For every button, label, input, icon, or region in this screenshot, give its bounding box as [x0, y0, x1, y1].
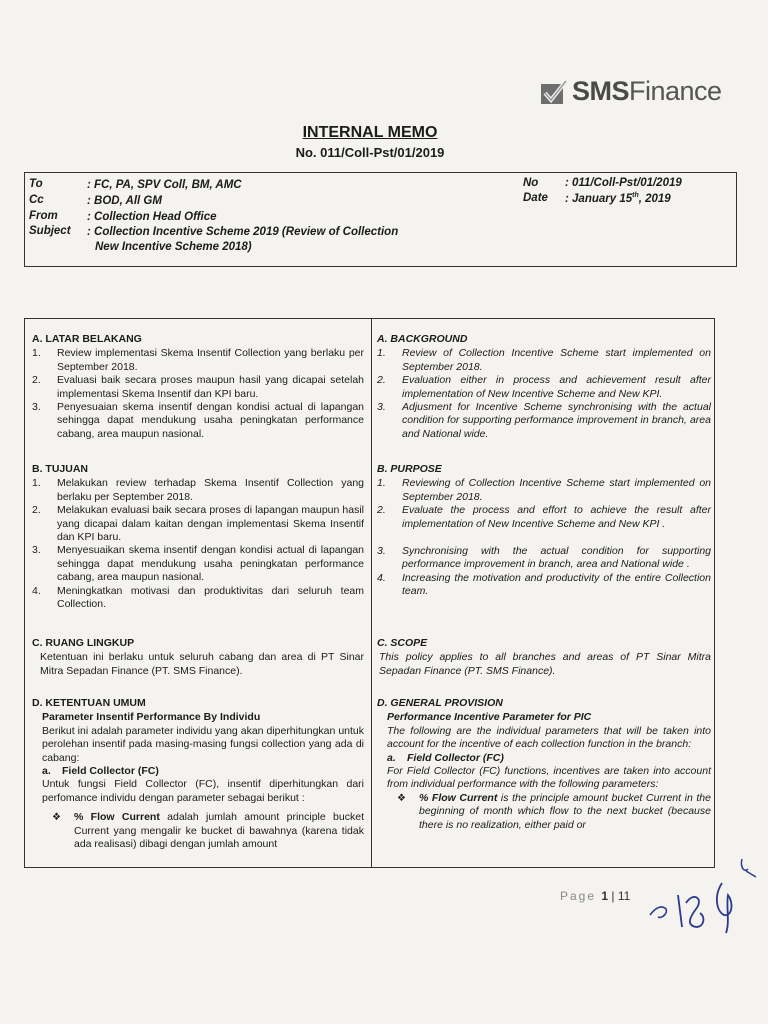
page-number [560, 889, 630, 903]
list-item: 3. Adjusment for Incentive Scheme synchronising with the actual condition for supporting performance improvement in branch, area and National wide. [377, 401, 711, 440]
list-item: 1. Melakukan review terhadap Skema Insentif Collection yang berlaku per September 2018. [32, 477, 364, 503]
date-row [523, 192, 671, 205]
from-label: From [29, 210, 58, 222]
section-title: B. TUJUAN [32, 463, 89, 475]
cc-label: Cc [29, 194, 44, 206]
section-background [377, 333, 711, 441]
list-item: 1. Reviewing of Collection Incentive Scheme start implemented on September 2018. [377, 477, 711, 503]
list-item: 1. Review of Collection Incentive Scheme start implemented on September 2018. [377, 347, 711, 373]
list-item: 2. Evaluation either in process and achievement result after implementation of New Incentive Scheme and New KPI. [377, 374, 711, 400]
no-value: : 011/Coll-Pst/01/2019 [565, 177, 682, 189]
memo-body-table [24, 318, 715, 868]
paragraph: Untuk fungsi Field Collector (FC), insentif diperhitungkan dari perfomance individu dengan parameter sebagai berikut : [42, 778, 364, 804]
logo-check-icon [540, 78, 568, 106]
paragraph: The following are the individual parameters that will be taken into account for the incentive of each collection function in the branch: [387, 724, 711, 751]
list-item: 2. Evaluate the process and effort to achieve the result after implementation of New Incentive Scheme and New KPI . [377, 504, 711, 530]
section-title: C. RUANG LINGKUP [32, 637, 135, 649]
memo-title: INTERNAL MEMO [302, 124, 438, 141]
no-label: No [523, 177, 539, 189]
memo-number: No. 011/Coll-Pst/01/2019 [295, 145, 445, 160]
section-latar-belakang [32, 333, 364, 441]
list-item: 4. Meningkatkan motivasi dan produktivitas dari seluruh team Collection. [32, 584, 364, 611]
subject-value-2: New Incentive Scheme 2018) [95, 241, 252, 253]
date-label: Date [523, 192, 548, 204]
diamond-bullet-icon: ❖ [52, 812, 61, 824]
logo-brand-light: Finance [629, 76, 722, 106]
date-value: : January 15 [565, 192, 633, 205]
section-ruang-lingkup [32, 637, 364, 678]
page-separator: | [608, 889, 618, 903]
list-item: 2. Evaluasi baik secara proses maupun hasil yang dicapai setelah implementasi Skema Insentif dan KPI baru. [32, 374, 364, 400]
column-divider [371, 319, 372, 867]
section-title: D. GENERAL PROVISION [377, 697, 503, 709]
subject-row [29, 225, 417, 255]
subsection-title: Performance Incentive Parameter for PIC [387, 711, 592, 724]
logo-brand-bold: SMS [572, 76, 630, 106]
to-label: To [29, 178, 43, 190]
paragraph: Berikut ini adalah parameter individu yang akan diperhitungkan untuk perolehan insentif pada masing-masing fungsi collection yang ada di cabang: [42, 724, 364, 764]
section-title: B. PURPOSE [377, 463, 442, 475]
cc-value: : BOD, All GM [87, 195, 162, 207]
section-scope [377, 637, 711, 678]
section-title: D. KETENTUAN UMUM [32, 697, 146, 709]
list-item: 3. Penyesuaian skema insentif dengan kondisi actual di lapangan sehingga dapat mendukung usaha peningkatan performance cabang, area maupun nasional. [32, 401, 364, 440]
list-item: 2. Melakukan evaluasi baik secara proses di lapangan maupun hasil yang dicapai dalam kaitan dengan implementasi Skema Insentif dan KPI baru. [32, 504, 364, 544]
list-item: 3. Synchronising with the actual condition for supporting performance improvement in branch, area and National wide . [377, 545, 711, 571]
section-tujuan [32, 463, 364, 611]
section-title: A. LATAR BELAKANG [32, 333, 142, 345]
subsection-title: Parameter Insentif Performance By Individu [42, 711, 261, 724]
page-current: 1 [601, 889, 609, 903]
paragraph: For Field Collector (FC) functions, incentives are taken into account from individual performance with the following parameters: [387, 765, 711, 791]
subitem-heading: a. Field Collector (FC) [387, 751, 504, 764]
bullet-item: ❖ % Flow Current adalah jumlah amount principle bucket Current yang mengalir ke bucket di bawahnya (karena tidak ada realisasi) dibagi dengan jumlah amount [52, 811, 364, 851]
page-label: Page [560, 889, 597, 903]
to-row [29, 178, 417, 193]
subject-value: : Collection Incentive Scheme 2019 (Review of Collection [87, 226, 399, 238]
section-general-provision [377, 697, 711, 832]
subject-label: Subject [29, 225, 71, 237]
sms-finance-logo [540, 76, 722, 107]
from-value: : Collection Head Office [87, 211, 217, 223]
list-item: 4. Increasing the motivation and productivity of the entire Collection team. [377, 571, 711, 598]
paragraph: This policy applies to all branches and areas of PT Sinar Mitra Sepadan Finance (PT. SMS Finance). [379, 651, 711, 677]
paragraph: Ketentuan ini berlaku untuk seluruh cabang dan area di PT Sinar Mitra Sepadan Finance (PT. SMS Finance). [40, 651, 364, 677]
memo-header-box [24, 172, 737, 267]
handwritten-initials-signature [648, 855, 758, 935]
page-total: 11 [617, 889, 631, 903]
cc-row [29, 194, 417, 209]
no-row [523, 177, 682, 189]
section-title: C. SCOPE [377, 637, 428, 649]
section-title: A. BACKGROUND [377, 333, 468, 345]
list-item: 1. Review implementasi Skema Insentif Collection yang berlaku per September 2018. [32, 347, 364, 373]
date-sup: th [632, 192, 639, 199]
section-ketentuan-umum [32, 697, 364, 851]
date-value-year: , 2019 [638, 192, 671, 205]
section-purpose [377, 463, 711, 599]
subitem-heading: a. Field Collector (FC) [42, 765, 159, 778]
diamond-bullet-icon: ❖ [397, 792, 406, 804]
to-value: : FC, PA, SPV Coll, BM, AMC [87, 179, 242, 191]
list-item: 3. Menyesuaikan skema insentif dengan kondisi actual di lapangan sehingga dapat mendukung usaha peningkatan performance cabang, area maupun nasional. [32, 544, 364, 584]
bullet-item: ❖ % Flow Current is the principle amount bucket Current in the beginning of month which flow to the next bucket (because there is no realization, either paid or [397, 791, 711, 831]
from-row [29, 210, 417, 225]
